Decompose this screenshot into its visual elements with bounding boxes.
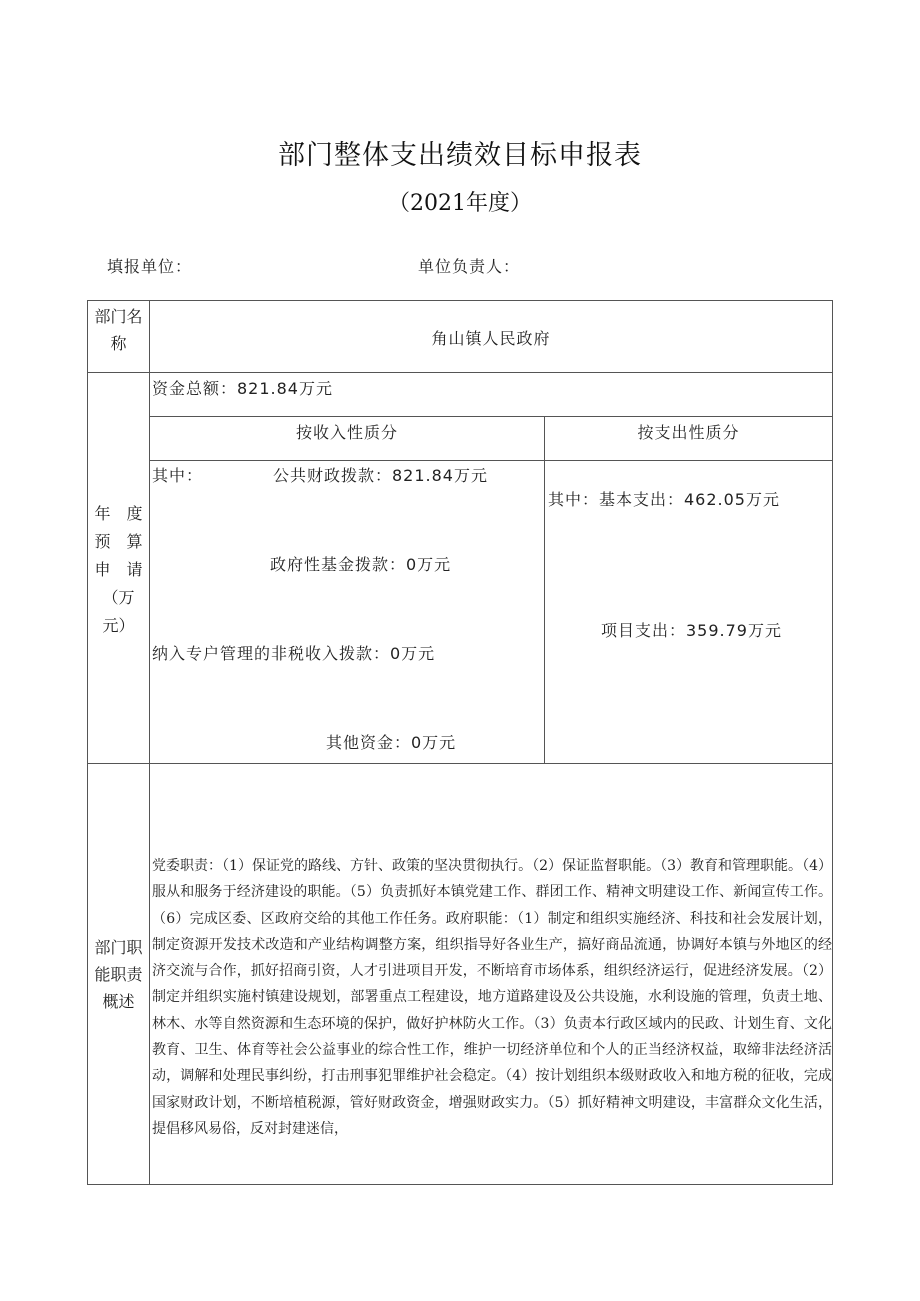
page-subtitle: （2021年度）	[388, 191, 532, 216]
responsible-label: 单位负责人：	[418, 257, 521, 276]
nontax-amount: 纳入专户管理的非税收入拨款：0万元	[152, 644, 436, 663]
budget-total: 资金总额：821.84万元	[152, 379, 333, 398]
basic-expense-amount: 其中：基本支出：462.05万元	[548, 490, 780, 509]
dept-name-value: 角山镇人民政府	[431, 329, 551, 348]
income-header: 按收入性质分	[295, 423, 398, 442]
project-expense-amount: 项目支出：359.79万元	[601, 621, 782, 640]
dept-name-label: 部门名 称	[94, 307, 143, 353]
other-fund-amount: 其他资金：0万元	[326, 733, 457, 752]
gov-fund-amount: 政府性基金拨款：0万元	[270, 555, 452, 574]
budget-label: 年 度 预 算 申 请 （万 元）	[94, 504, 143, 635]
page-title: 部门整体支出绩效目标申报表	[278, 140, 642, 171]
expense-header: 按支出性质分	[637, 423, 740, 442]
public-finance-amount: 公共财政拨款：821.84万元	[273, 466, 488, 485]
duty-description: 党委职责：（1）保证党的路线、方针、政策的坚决贯彻执行。（2）保证监督职能。（3）教育和管理职能。（4）服从和服务于经济建设的职能。（5）负责抓好本镇党建工作、群团工作、精神文明建设工作、新闻宣传工作。（6）完成区委、区政府交给的其他工作任务。政府职能：（1）制定和组织实施经济、科技和社会发展计划，制定资源开发技术改造和产业结构调整方案，组织指导好各业生产，搞好商品流通，协调好本镇与外地区的经济交流与合作，抓好招商引资，人才引进项目开发，不断培育市场体系，组织经济运行，促进经济发展。（2）制定并组织实施村镇建设规划，部署重点工程建设，地方道路建设及公共设施，水利设施的管理，负责土地、林木、水等自然资源和生态环境的保护，做好护林防火工作。（3）负责本行政区域内的民政、计划生育、文化教育、卫生、体育等社会公益事业的综合性工作，维护一切经济单位和个人的正当经济权益，取缔非法经济活动，调解和处理民事纠纷，打击刑事犯罪维护社会稳定。（4）按计划组织本级财政收入和地方税的征收，完成国家财政计划，不断培植税源，管好财政资金，增强财政实力。（5）抓好精神文明建设，丰富群众文化生活，提倡移风易俗，反对封建迷信，	[152, 858, 832, 1137]
fill-unit-label: 填报单位：	[107, 257, 193, 276]
duty-label: 部门职 能职责 概述	[94, 938, 143, 1011]
income-prefix: 其中：	[152, 466, 204, 485]
